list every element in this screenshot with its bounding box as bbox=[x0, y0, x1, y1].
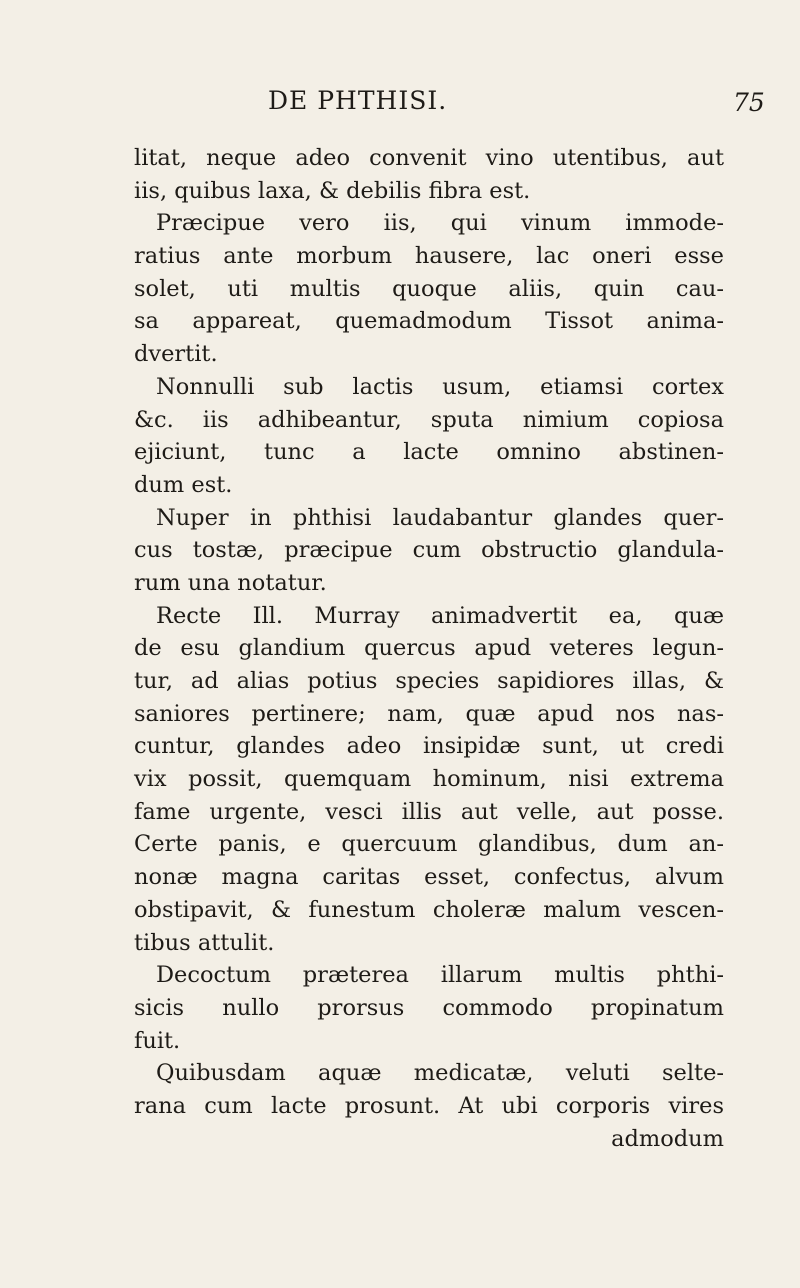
running-title: DE PHTHISI. bbox=[268, 86, 448, 115]
running-head bbox=[0, 86, 800, 126]
text-line: rana cum lacte prosunt. At ubi corporis vires bbox=[134, 1092, 724, 1119]
text-line: cus tostæ, præcipue cum obstructio glandula- bbox=[134, 537, 724, 564]
text-line: rum una notatur. bbox=[134, 569, 327, 596]
page-number: 75 bbox=[733, 88, 765, 117]
text-line: &c. iis adhibeantur, sputa nimium copiosa bbox=[134, 406, 724, 433]
text-line: Nonnulli sub lactis usum, etiamsi cortex bbox=[156, 373, 724, 400]
text-line: dvertit. bbox=[134, 341, 218, 368]
text-line: admodum bbox=[611, 1125, 724, 1152]
text-line: cuntur, glandes adeo insipidæ sunt, ut credi bbox=[134, 733, 724, 760]
text-line: tur, ad alias potius species sapidiores illas, & bbox=[134, 668, 724, 694]
text-line: de esu glandium quercus apud veteres legun- bbox=[134, 635, 724, 662]
text-line: iis, quibus laxa, & debilis fibra est. bbox=[134, 177, 531, 204]
text-line: Præcipue vero iis, qui vinum immode- bbox=[156, 210, 724, 237]
text-line: Certe panis, e quercuum glandibus, dum an- bbox=[134, 831, 724, 858]
text-line: fuit. bbox=[134, 1027, 181, 1054]
text-line: saniores pertinere; nam, quæ apud nos nas- bbox=[134, 700, 724, 727]
text-line: Quibusdam aquæ medicatæ, veluti selte- bbox=[156, 1060, 724, 1087]
text-line: sa appareat, quemadmodum Tissot anima- bbox=[134, 308, 724, 335]
text-line: ejiciunt, tunc a lacte omnino abstinen- bbox=[134, 439, 724, 466]
text-line: dum est. bbox=[134, 471, 233, 498]
text-line: Nuper in phthisi laudabantur glandes quer- bbox=[156, 504, 724, 531]
text-line: tibus attulit. bbox=[134, 929, 275, 956]
text-line: litat, neque adeo convenit vino utentibus, aut bbox=[134, 145, 724, 171]
body-text bbox=[134, 142, 724, 1155]
text-line: fame urgente, vesci illis aut velle, aut posse. bbox=[134, 798, 724, 825]
text-line: Recte Ill. Murray animadvertit ea, quæ bbox=[156, 602, 724, 629]
text-line: nonæ magna caritas esset, confectus, alvum bbox=[134, 864, 724, 891]
text-line: vix possit, quemquam hominum, nisi extrema bbox=[134, 766, 724, 793]
text-line: Decoctum præterea illarum multis phthi- bbox=[156, 962, 724, 989]
text-line: solet, uti multis quoque aliis, quin cau- bbox=[134, 275, 724, 302]
text-line: ratius ante morbum hausere, lac oneri esse bbox=[134, 243, 724, 270]
text-line: sicis nullo prorsus commodo propinatum bbox=[134, 994, 724, 1021]
text-line: obstipavit, & funestum choleræ malum vescen- bbox=[134, 896, 724, 923]
